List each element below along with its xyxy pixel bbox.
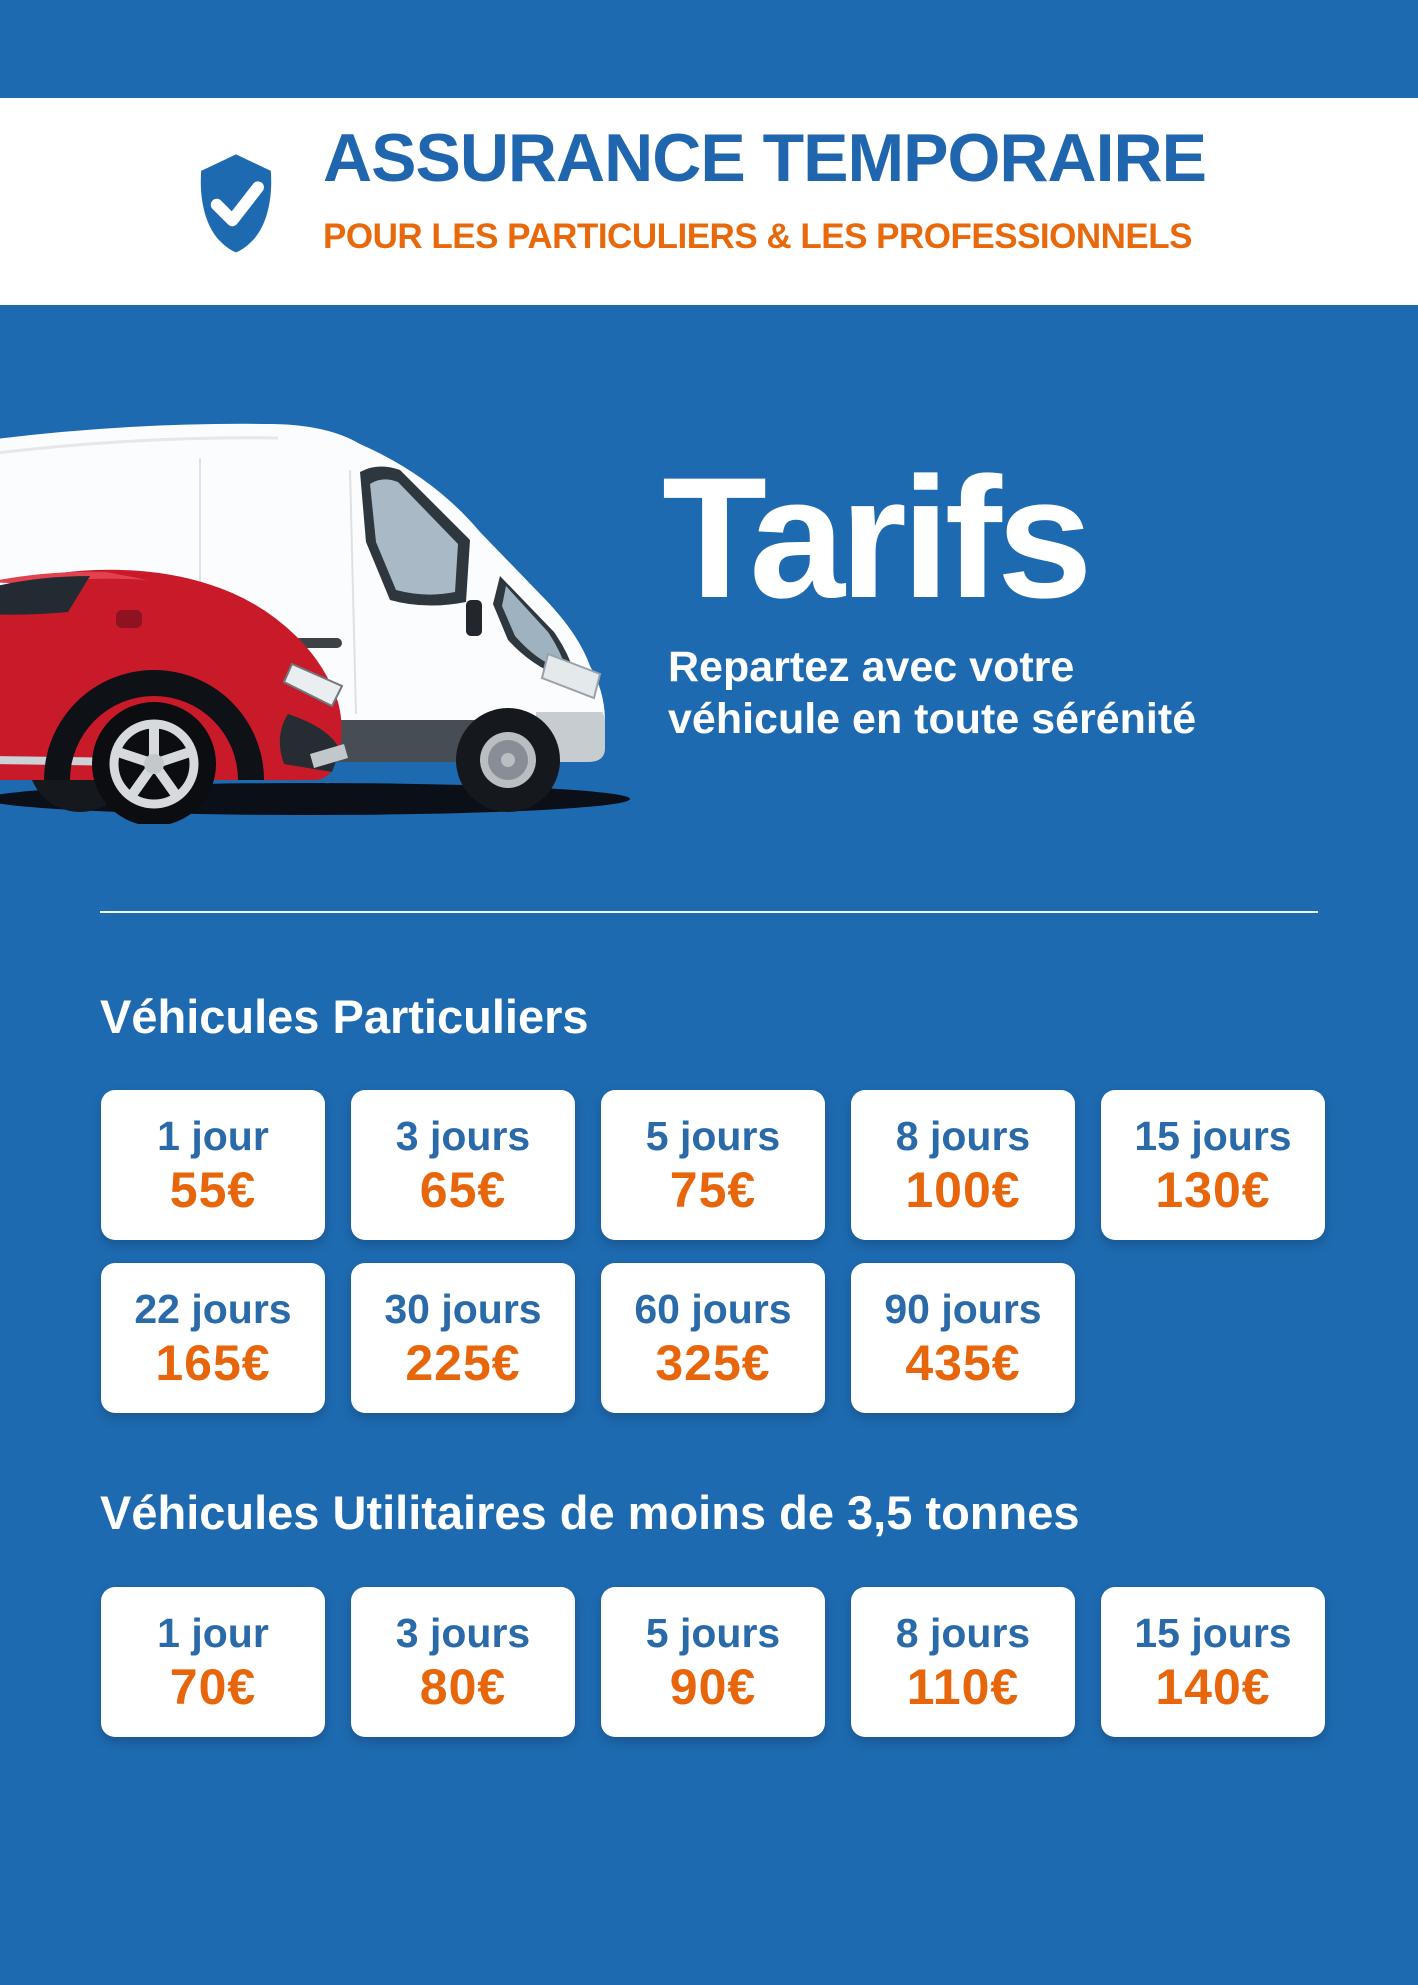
price-card	[351, 1090, 575, 1240]
price-card-price: 75€	[669, 1161, 757, 1218]
price-grid-particuliers	[101, 1090, 1331, 1413]
price-grid-utilitaires	[101, 1587, 1331, 1737]
price-card	[351, 1587, 575, 1737]
price-card-price: 165€	[155, 1334, 271, 1391]
section-heading-utilitaires: Véhicules Utilitaires de moins de 3,5 tonnes	[100, 1486, 1080, 1539]
page-title: ASSURANCE TEMPORAIRE	[323, 120, 1206, 196]
price-card	[851, 1263, 1075, 1413]
price-card	[1101, 1587, 1325, 1737]
price-card-price: 90€	[669, 1658, 757, 1715]
price-card-price: 55€	[169, 1161, 257, 1218]
divider	[100, 911, 1318, 913]
price-card	[601, 1263, 825, 1413]
price-card	[351, 1263, 575, 1413]
price-card-price: 130€	[1155, 1161, 1271, 1218]
price-card	[1101, 1090, 1325, 1240]
price-card-duration: 1 jour	[157, 1609, 269, 1656]
price-card-duration: 22 jours	[134, 1285, 292, 1332]
price-card-duration: 90 jours	[884, 1285, 1042, 1332]
price-card-price: 100€	[905, 1161, 1021, 1218]
price-card-price: 80€	[419, 1658, 507, 1715]
price-card-duration: 1 jour	[157, 1112, 269, 1159]
price-card-duration: 8 jours	[895, 1112, 1031, 1159]
price-card-price: 140€	[1155, 1658, 1271, 1715]
price-card-duration: 5 jours	[645, 1112, 781, 1159]
price-card-duration: 60 jours	[634, 1285, 792, 1332]
price-card-price: 325€	[655, 1334, 771, 1391]
hero-subtitle-line1: Repartez avec votre	[668, 643, 1075, 691]
price-card	[851, 1587, 1075, 1737]
hero-subtitle-line2: véhicule en toute sérénité	[668, 694, 1197, 743]
price-card-price: 110€	[906, 1658, 1020, 1715]
price-card-duration: 8 jours	[895, 1609, 1031, 1656]
price-card	[101, 1587, 325, 1737]
header-band	[0, 98, 1418, 305]
top-bar	[0, 0, 1418, 98]
hero-subtitle	[668, 642, 1196, 745]
price-card	[101, 1090, 325, 1240]
price-card-duration: 3 jours	[395, 1112, 531, 1159]
shield-check-icon	[192, 146, 280, 258]
price-card-duration: 30 jours	[384, 1285, 542, 1332]
section-heading-particuliers: Véhicules Particuliers	[100, 990, 589, 1043]
vehicles-illustration	[0, 414, 668, 824]
price-card-price: 225€	[405, 1334, 521, 1391]
price-card-duration: 15 jours	[1134, 1609, 1292, 1656]
price-card-duration: 3 jours	[395, 1609, 531, 1656]
price-card-duration: 15 jours	[1134, 1112, 1292, 1159]
price-card-price: 435€	[905, 1334, 1021, 1391]
price-card-price: 70€	[169, 1658, 257, 1715]
price-card	[851, 1090, 1075, 1240]
price-card	[601, 1587, 825, 1737]
hero-title: Tarifs	[662, 442, 1088, 634]
price-card	[101, 1263, 325, 1413]
page-subtitle: POUR LES PARTICULIERS & LES PROFESSIONNELS	[323, 217, 1193, 256]
price-card-duration: 5 jours	[645, 1609, 781, 1656]
price-card-price: 65€	[419, 1161, 507, 1218]
price-card	[601, 1090, 825, 1240]
